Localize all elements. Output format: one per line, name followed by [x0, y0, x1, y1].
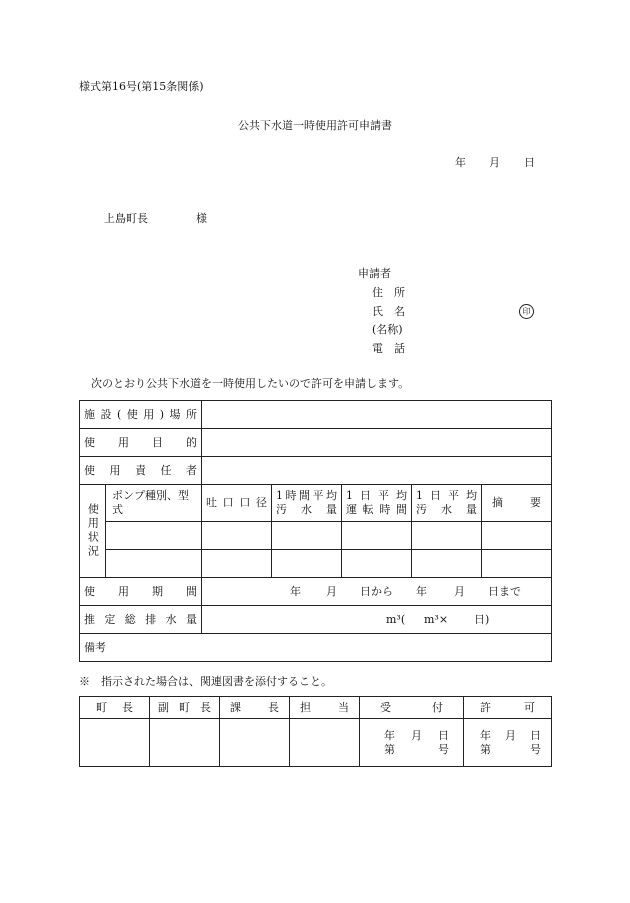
approval-table: [79, 696, 552, 767]
row-manager: [80, 457, 552, 485]
hourly-cell[interactable]: [272, 522, 342, 550]
daily-run-header-line2: 運転時間: [346, 503, 407, 516]
daily-run-header-line1: 1日平均: [346, 489, 407, 503]
addressee-name: 上島町長: [104, 212, 148, 225]
total-unit-2: m³×: [424, 613, 449, 626]
row-period: [80, 578, 552, 606]
total-days: 日): [474, 613, 490, 626]
reception-date: 年 月 日: [384, 728, 449, 742]
manager-label: 使用責任者: [84, 463, 197, 477]
row-usage-header: [80, 485, 552, 522]
period-label: 使用期間: [84, 584, 197, 598]
period-year: 年: [290, 585, 301, 598]
intro-text: 次のとおり公共下水道を一時使用したいので許可を申請します。: [91, 377, 410, 390]
header-reception: 受付: [380, 700, 443, 714]
pump-cell[interactable]: [106, 550, 202, 578]
summary-cell[interactable]: [482, 550, 552, 578]
summary-header: 摘要: [492, 496, 542, 510]
applicant-org-label: (名称): [372, 323, 403, 336]
applicant-address-label: 住 所: [372, 286, 405, 299]
purpose-field[interactable]: [202, 429, 552, 457]
outlet-cell[interactable]: [202, 522, 272, 550]
pump-cell[interactable]: [106, 522, 202, 550]
total-unit-1: m³(: [386, 613, 406, 626]
facility-place-label: 施設(使用)場所: [84, 407, 197, 421]
usage-row-2: [80, 550, 552, 578]
applicant-heading: 申請者: [358, 267, 391, 280]
period-month: 月: [326, 585, 337, 598]
applicant-phone-label: 電 話: [372, 342, 405, 355]
usage-row-1: [80, 522, 552, 550]
sewage-cell[interactable]: [412, 522, 482, 550]
total-discharge-label: 推定総排水量: [84, 612, 197, 626]
permission-cell[interactable]: [464, 719, 552, 767]
outlet-cell[interactable]: [202, 550, 272, 578]
remarks-label: 備考: [80, 634, 552, 662]
approval-body-row: [80, 719, 552, 767]
period-month-2: 月: [454, 585, 465, 598]
period-field[interactable]: [202, 578, 552, 606]
header-section-chief: 課長: [230, 700, 279, 714]
attachment-note: ※ 指示された場合は、関連図書を添付すること。: [79, 675, 332, 688]
header-permission: 許可: [480, 700, 535, 714]
date-year: 年: [455, 156, 466, 169]
facility-place-field[interactable]: [202, 401, 552, 429]
hourly-avg-header-line2: 汚水量: [276, 503, 337, 516]
row-facility-place: [80, 401, 552, 429]
addressee-honorific: 様: [196, 212, 207, 225]
outlet-diameter-header: 吐口口径: [206, 496, 267, 510]
reception-cell[interactable]: [360, 719, 464, 767]
row-remarks: [80, 634, 552, 662]
date-month: 月: [489, 156, 500, 169]
header-deputy-mayor: 副町長: [158, 700, 211, 714]
hourly-avg-header-line1: 1時間平均: [276, 489, 337, 503]
date-day: 日: [524, 156, 535, 169]
sewage-cell[interactable]: [412, 550, 482, 578]
summary-cell[interactable]: [482, 522, 552, 550]
run-time-cell[interactable]: [342, 522, 412, 550]
daily-sewage-header-line1: 1日平均: [416, 489, 477, 503]
approval-header-row: [80, 697, 552, 719]
row-total-discharge: [80, 606, 552, 634]
permission-date: 年 月 日: [480, 728, 541, 742]
deputy-mayor-stamp-cell[interactable]: [150, 719, 220, 767]
mayor-stamp-cell[interactable]: [80, 719, 150, 767]
permission-number: 第 号: [480, 742, 541, 756]
total-discharge-field[interactable]: [202, 606, 552, 634]
manager-field[interactable]: [202, 457, 552, 485]
applicant-name-label: 氏 名: [372, 305, 405, 318]
hourly-cell[interactable]: [272, 550, 342, 578]
period-day-from: 日から: [360, 585, 393, 598]
application-table: [79, 400, 552, 662]
run-time-cell[interactable]: [342, 550, 412, 578]
daily-sewage-header-line2: 汚水量: [416, 503, 477, 516]
period-year-2: 年: [416, 585, 427, 598]
reception-number: 第 号: [384, 742, 449, 756]
pump-type-header: ポンプ種別、型式: [106, 485, 202, 522]
staff-stamp-cell[interactable]: [290, 719, 360, 767]
header-mayor: 町長: [96, 700, 133, 714]
page-title: 公共下水道一時使用許可申請書: [238, 119, 392, 132]
period-day-to: 日まで: [488, 585, 521, 598]
form-code: 様式第16号(第15条関係): [79, 80, 204, 93]
purpose-label: 使用目的: [84, 435, 197, 449]
row-purpose: [80, 429, 552, 457]
header-staff: 担当: [300, 700, 349, 714]
seal-mark: 印: [519, 304, 534, 319]
usage-status-label: 使用状況: [80, 485, 106, 578]
section-chief-stamp-cell[interactable]: [220, 719, 290, 767]
